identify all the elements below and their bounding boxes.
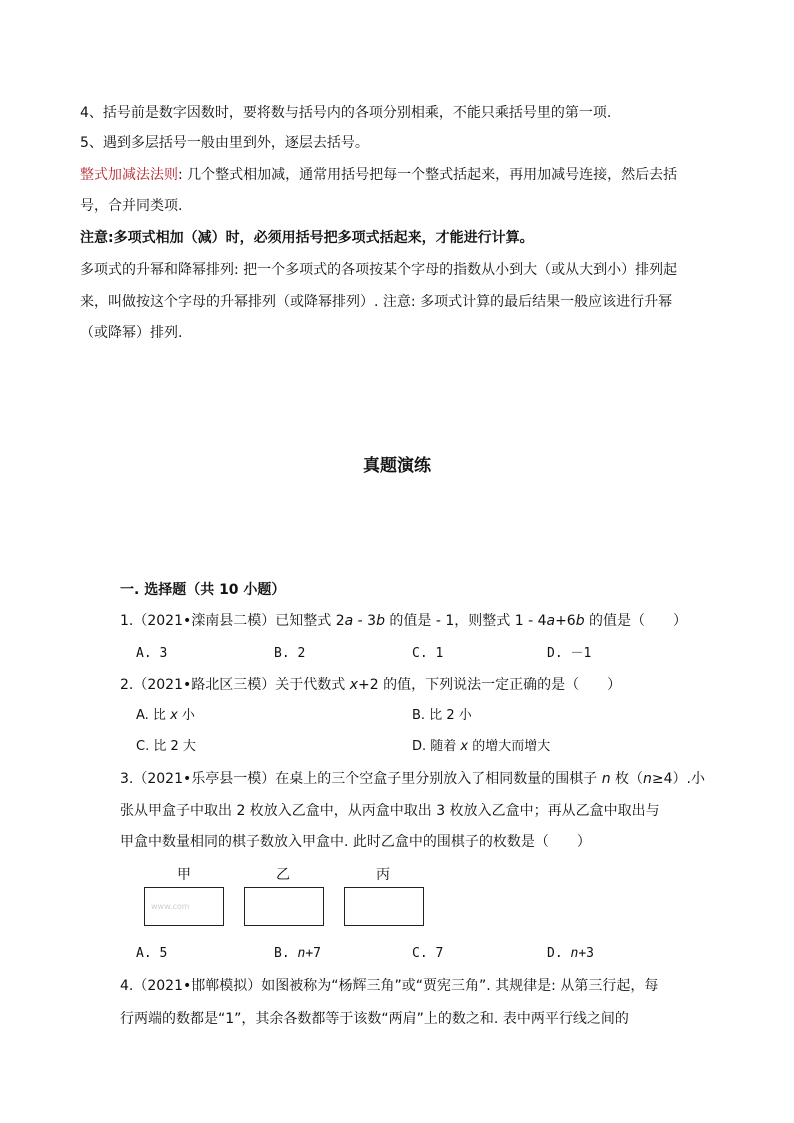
rule-text: : 几个整式相加减，通常用括号把每一个整式括起来，再用加减号连接，然后去括: [178, 167, 678, 183]
box-jia: [144, 887, 224, 926]
note-item-5: 5、遇到多层括号一般由里到外，逐层去括号。: [80, 135, 369, 151]
question-4-line-1: 4.（2021•邯郸模拟）如图被称为“杨辉三角”或“贾宪三角”. 其规律是: 从第三行起，每: [120, 978, 659, 994]
question-4-line-2: 行两端的数都是“1”，其余各数都等于该数“两肩”上的数之和. 表中两平行线之间的: [120, 1011, 629, 1027]
box-label-bing: 丙: [376, 867, 390, 883]
rule-line-2: 号，合并同类项.: [80, 198, 183, 214]
watermark: www.com: [151, 902, 190, 911]
question-3-line-2: 张从甲盒子中取出 2 枚放入乙盒中，从丙盒中取出 3 枚放入乙盒中；再从乙盒中取出与: [120, 803, 660, 819]
q2-option-b: B. 比 2 小: [412, 708, 472, 723]
q2-option-c: C. 比 2 大: [136, 739, 196, 754]
box-yi: [244, 887, 324, 926]
question-3-line-3: 甲盒中数量相同的棋子数放入甲盒中. 此时乙盒中的围棋子的枚数是（ ）: [120, 834, 591, 850]
q2-option-d: D. 随着 x 的增大而增大: [412, 739, 551, 754]
q3-option-c: C. 7: [412, 946, 444, 961]
order-line-1: 多项式的升幂和降幂排列: 把一个多项式的各项按某个字母的指数从小到大（或从大到小）排列起: [80, 262, 678, 278]
q3-option-b: B. n+7: [274, 946, 321, 961]
q2-option-a: A. 比 x 小: [136, 708, 195, 723]
order-line-3: （或降幂）排列.: [80, 325, 183, 341]
q3-option-d: D. n+3: [547, 946, 594, 961]
question-2: 2.（2021•路北区三模）关于代数式 x+2 的值，下列说法一定正确的是（ ）: [120, 677, 622, 693]
order-line-2: 来，叫做按这个字母的升幂排列（或降幂排列）. 注意: 多项式计算的最后结果一般应该进行升幂: [80, 294, 673, 310]
q3-option-a: A. 5: [136, 946, 168, 961]
box-bing: [344, 887, 424, 926]
question-1: 1.（2021•滦南县二模）已知整式 2a - 3b 的值是 - 1，则整式 1 - 4a+6b 的值是（ ）: [120, 613, 688, 629]
section-title: 真题演练: [363, 456, 431, 476]
rule-label: 整式加减法法则: [80, 167, 178, 183]
note-item-4: 4、括号前是数字因数时，要将数与括号内的各项分别相乘，不能只乘括号里的第一项.: [80, 105, 612, 121]
rule-line-1: [80, 165, 677, 185]
box-label-yi: 乙: [276, 867, 290, 883]
q1-option-a: A. 3: [136, 646, 168, 661]
attention-note: 注意:多项式相加（减）时，必须用括号把多项式括起来，才能进行计算。: [80, 230, 534, 246]
question-3-line-1: 3.（2021•乐亭县一模）在桌上的三个空盒子里分别放入了相同数量的围棋子 n 枚（n≥4）.小: [120, 771, 705, 787]
box-label-jia: 甲: [177, 867, 191, 883]
q1-option-d: D. －1: [547, 646, 592, 661]
part-heading: 一. 选择题（共 10 小题）: [120, 582, 286, 598]
q1-option-c: C. 1: [412, 646, 444, 661]
q1-option-b: B. 2: [274, 646, 306, 661]
